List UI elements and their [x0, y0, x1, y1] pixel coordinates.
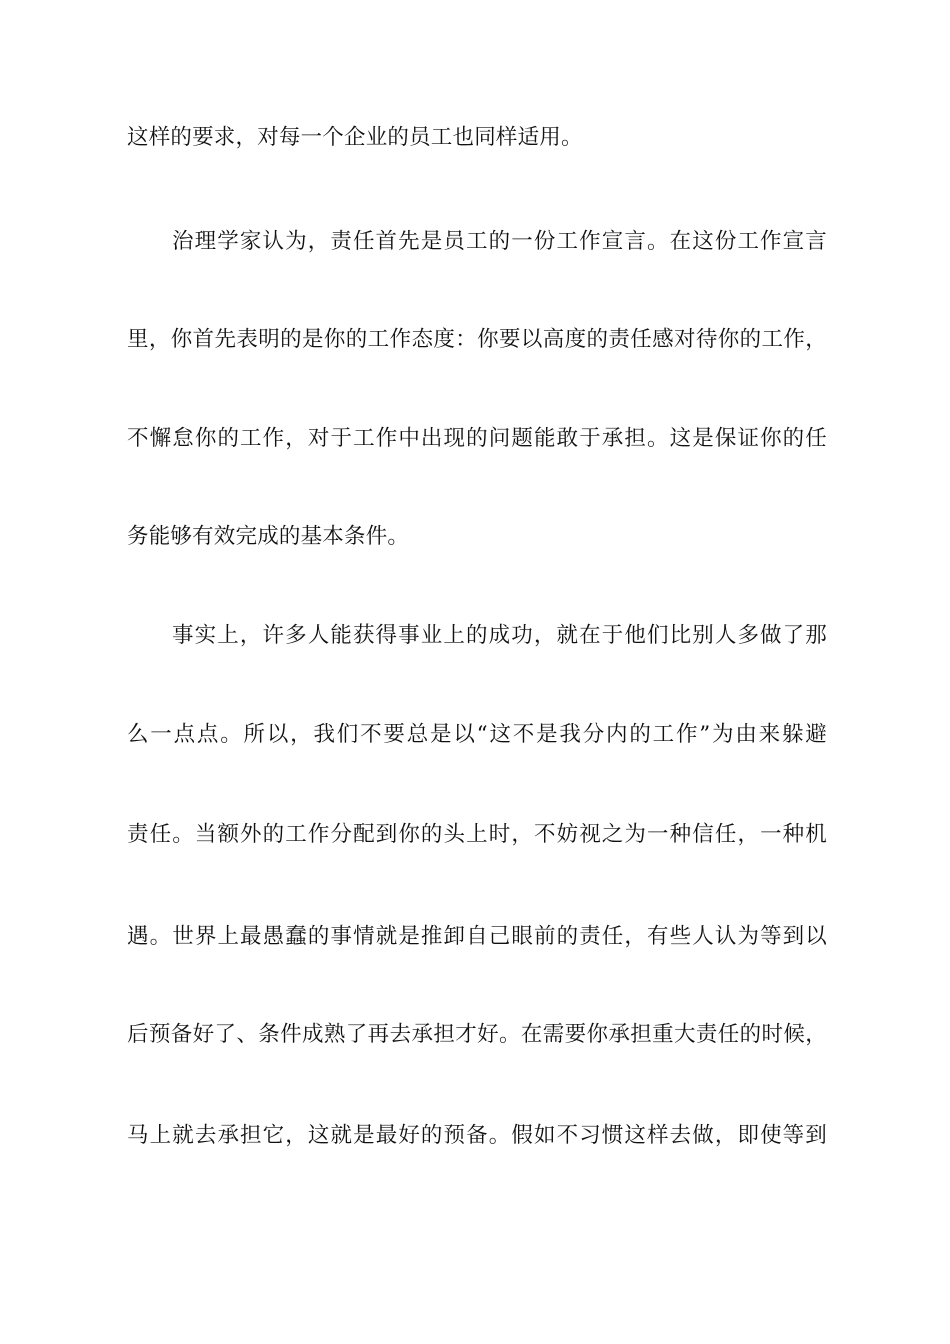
paragraph-first-line: 治理学家认为，责任首先是员工的一份工作宣言。在这份工作宣言: [172, 229, 827, 254]
text-line: 务能够有效完成的基本条件。: [127, 524, 410, 549]
text-line: 里，你首先表明的是你的工作态度：你要以高度的责任感对待你的工作，: [127, 327, 827, 352]
paragraph-first-line: 事实上，许多人能获得事业上的成功，就在于他们比别人多做了那: [172, 623, 827, 648]
text-line: 这样的要求，对每一个企业的员工也同样适用。: [127, 125, 583, 150]
text-line: 么一点点。所以，我们不要总是以“这不是我分内的工作”为由来躲避: [127, 722, 827, 747]
text-line: 不懈怠你的工作，对于工作中出现的问题能敢于承担。这是保证你的任: [127, 426, 827, 451]
text-line: 遇。世界上最愚蠢的事情就是推卸自己眼前的责任，有些人认为等到以: [127, 924, 827, 949]
text-line: 后预备好了、条件成熟了再去承担才好。在需要你承担重大责任的时候，: [127, 1022, 827, 1047]
text-line: 责任。当额外的工作分配到你的头上时，不妨视之为一种信任，一种机: [127, 822, 827, 847]
text-line: 马上就去承担它，这就是最好的预备。假如不习惯这样去做，即使等到: [127, 1123, 827, 1148]
